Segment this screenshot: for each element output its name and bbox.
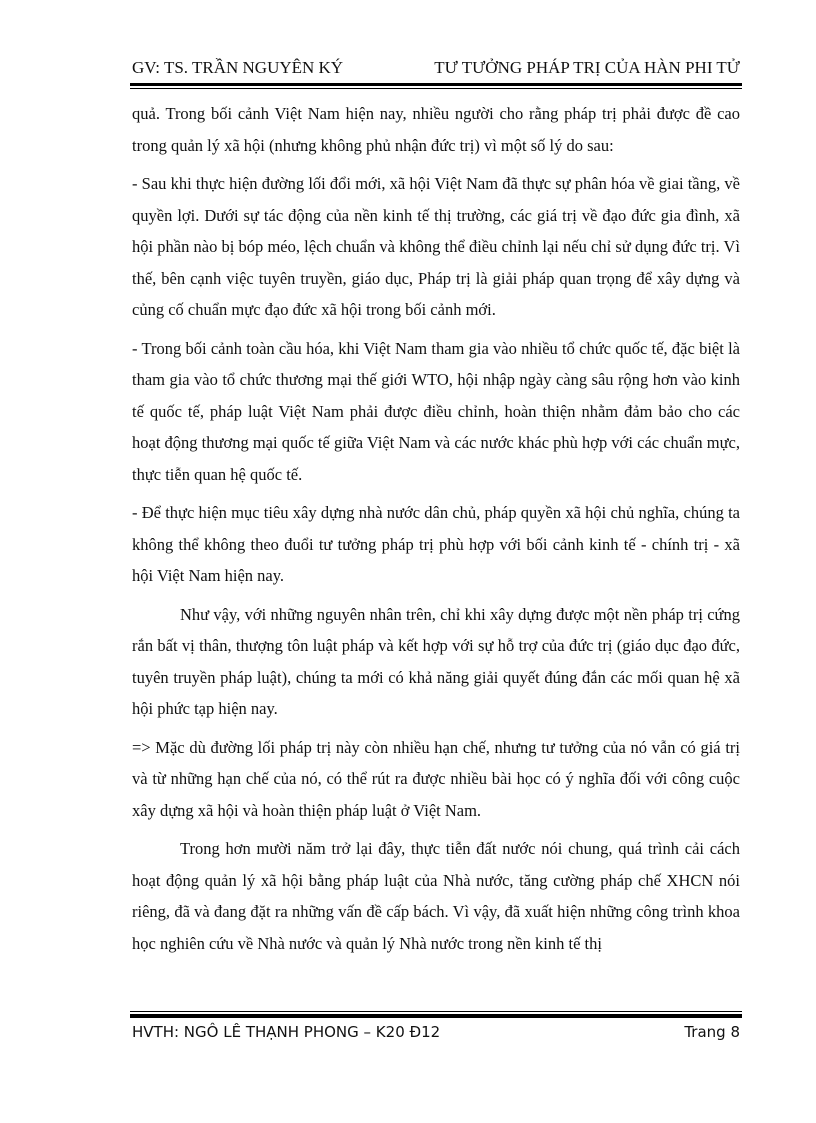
- paragraph-summary: Như vậy, với những nguyên nhân trên, chỉ khi xây dựng được một nền pháp trị cứng rắn bất vị thân, thượng tôn luật pháp và kết hợp với sự hỗ trợ của đức trị (giáo dục đạo đức, tuyên truyền pháp luật), chúng ta mới có khả năng giải quyết đúng đắn các mối quan hệ xã hội phức tạp hiện nay.: [132, 604, 740, 718]
- page-header: [132, 56, 740, 82]
- paragraph-reason-2: - Trong bối cảnh toàn cầu hóa, khi Việt Nam tham gia vào nhiều tổ chức quốc tế, đặc biệt là tham gia vào tổ chức thương mại thế giới WTO, hội nhập ngày càng sâu rộng hơn vào kinh tế quốc tế, pháp luật Việt Nam phải được điều chỉnh, hoàn thiện nhằm đảm bảo cho các hoạt động thương mại quốc tế giữa Việt Nam và các nước khác phù hợp với các chuẩn mực, thực tiễn quan hệ quốc tế.: [132, 338, 740, 484]
- page-footer: [132, 1021, 740, 1047]
- footer-divider-thin: [130, 1011, 742, 1012]
- page-number: Trang 8: [684, 1023, 740, 1041]
- header-divider-thin: [130, 88, 742, 89]
- footer-author: HVTH: NGÔ LÊ THẠNH PHONG – K20 Đ12: [132, 1023, 441, 1041]
- document-body: [132, 98, 740, 966]
- paragraph-reason-3: - Để thực hiện mục tiêu xây dựng nhà nước dân chủ, pháp quyền xã hội chủ nghĩa, chúng ta không thể không theo đuổi tư tưởng pháp trị phù hợp với bối cảnh kinh tế - chính trị - xã hội Việt Nam hiện nay.: [132, 503, 740, 585]
- paragraph-reason-1: - Sau khi thực hiện đường lối đổi mới, xã hội Việt Nam đã thực sự phân hóa về giai tầng, về quyền lợi. Dưới sự tác động của nền kinh tế thị trường, các giá trị về đạo đức gia đình, xã hội phần nào bị bóp méo, lệch chuẩn và không thể điều chỉnh lại nếu chỉ sử dụng đức trị. Vì thế, bên cạnh việc tuyên truyền, giáo dục, Pháp trị là giải pháp quan trọng để xây dựng và củng cố chuẩn mực đạo đức xã hội trong bối cảnh mới.: [132, 174, 740, 319]
- paragraph-conclusion: => Mặc dù đường lối pháp trị này còn nhiều hạn chế, nhưng tư tưởng của nó vẫn có giá trị và từ những hạn chế của nó, có thể rút ra được nhiều bài học có ý nghĩa đối với công cuộc xây dựng xã hội và hoàn thiện pháp luật ở Việt Nam.: [132, 737, 740, 820]
- paragraph-intro: quả. Trong bối cảnh Việt Nam hiện nay, nhiều người cho rằng pháp trị phải được đề cao trong quản lý xã hội (nhưng không phủ nhận đức trị) vì một số lý do sau:: [132, 104, 740, 155]
- footer-divider-thick: [130, 1014, 742, 1018]
- header-divider-thick: [130, 83, 742, 86]
- header-instructor: GV: TS. TRẦN NGUYÊN KÝ: [132, 58, 344, 77]
- header-document-title: TƯ TƯỞNG PHÁP TRỊ CỦA HÀN PHI TỬ: [434, 58, 740, 77]
- paragraph-context: Trong hơn mười năm trở lại đây, thực tiễn đất nước nói chung, quá trình cải cách hoạt động quản lý xã hội bằng pháp luật của Nhà nước, tăng cường pháp chế XHCN nói riêng, đã và đang đặt ra những vấn đề cấp bách. Vì vậy, đã xuất hiện những công trình khoa học nghiên cứu về Nhà nước và quản lý Nhà nước trong nền kinh tế thị: [132, 839, 740, 953]
